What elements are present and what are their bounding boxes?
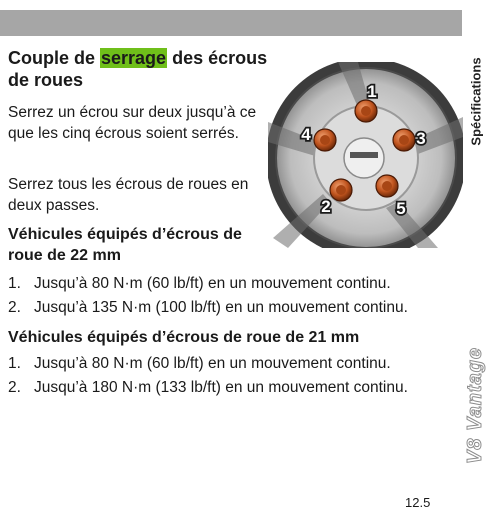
title-part-before: Couple de — [8, 48, 101, 68]
step-text: Jusqu’à 80 N·m (60 lb/ft) en un mouvement continu. — [34, 275, 391, 292]
wheel-nut-diagram — [268, 62, 463, 248]
heading-21mm-nuts: Véhicules équipés d’écrous de roue de 21 mm — [8, 329, 360, 346]
nut-label-1: 1 — [367, 82, 377, 101]
center-logo — [350, 152, 378, 158]
step-text: Jusqu’à 80 N·m (60 lb/ft) en un mouvement continu. — [34, 355, 391, 372]
title-part-after: des écrous de roues — [8, 48, 268, 90]
list-item — [8, 352, 458, 376]
nut-label-5: 5 — [396, 199, 406, 218]
nut-label-3: 3 — [416, 129, 426, 148]
steps-22mm-nuts — [8, 272, 458, 320]
intro-paragraph-1: Serrez un écrou sur deux jusqu’à ce que les cinq écrous soient serrés. — [8, 104, 257, 142]
step-number: 1. — [8, 275, 21, 292]
list-item — [8, 296, 458, 320]
chapter-tab — [462, 36, 490, 166]
steps-21mm-nuts — [8, 352, 458, 400]
nut-1 — [355, 100, 377, 122]
nut-label-2: 2 — [321, 197, 331, 216]
step-number: 1. — [8, 355, 21, 372]
page-number: 12.5 — [405, 495, 431, 510]
nut-4 — [314, 129, 336, 151]
list-item — [8, 272, 458, 296]
nut-2 — [330, 179, 352, 201]
chapter-tab-label: Spécifications — [468, 56, 484, 146]
header-band — [0, 10, 462, 36]
list-item — [8, 376, 458, 400]
intro-paragraph-2: Serrez tous les écrous de roues en deux passes. — [8, 176, 249, 214]
step-text: Jusqu’à 180 N·m (133 lb/ft) en un mouvement continu. — [34, 379, 408, 396]
nut-label-4: 4 — [301, 125, 311, 144]
step-number: 2. — [8, 299, 21, 316]
title-highlight: serrage — [101, 48, 167, 68]
step-number: 2. — [8, 379, 21, 396]
nut-5 — [376, 175, 398, 197]
heading-22mm-nuts: Véhicules équipés d’écrous de roue de 22 mm — [8, 226, 242, 264]
nut-3 — [393, 129, 415, 151]
model-logo-text: V8 Vantage — [464, 346, 487, 464]
model-logo — [462, 340, 490, 470]
step-text: Jusqu’à 135 N·m (100 lb/ft) en un mouvement continu. — [34, 299, 408, 316]
section-title — [8, 47, 268, 91]
